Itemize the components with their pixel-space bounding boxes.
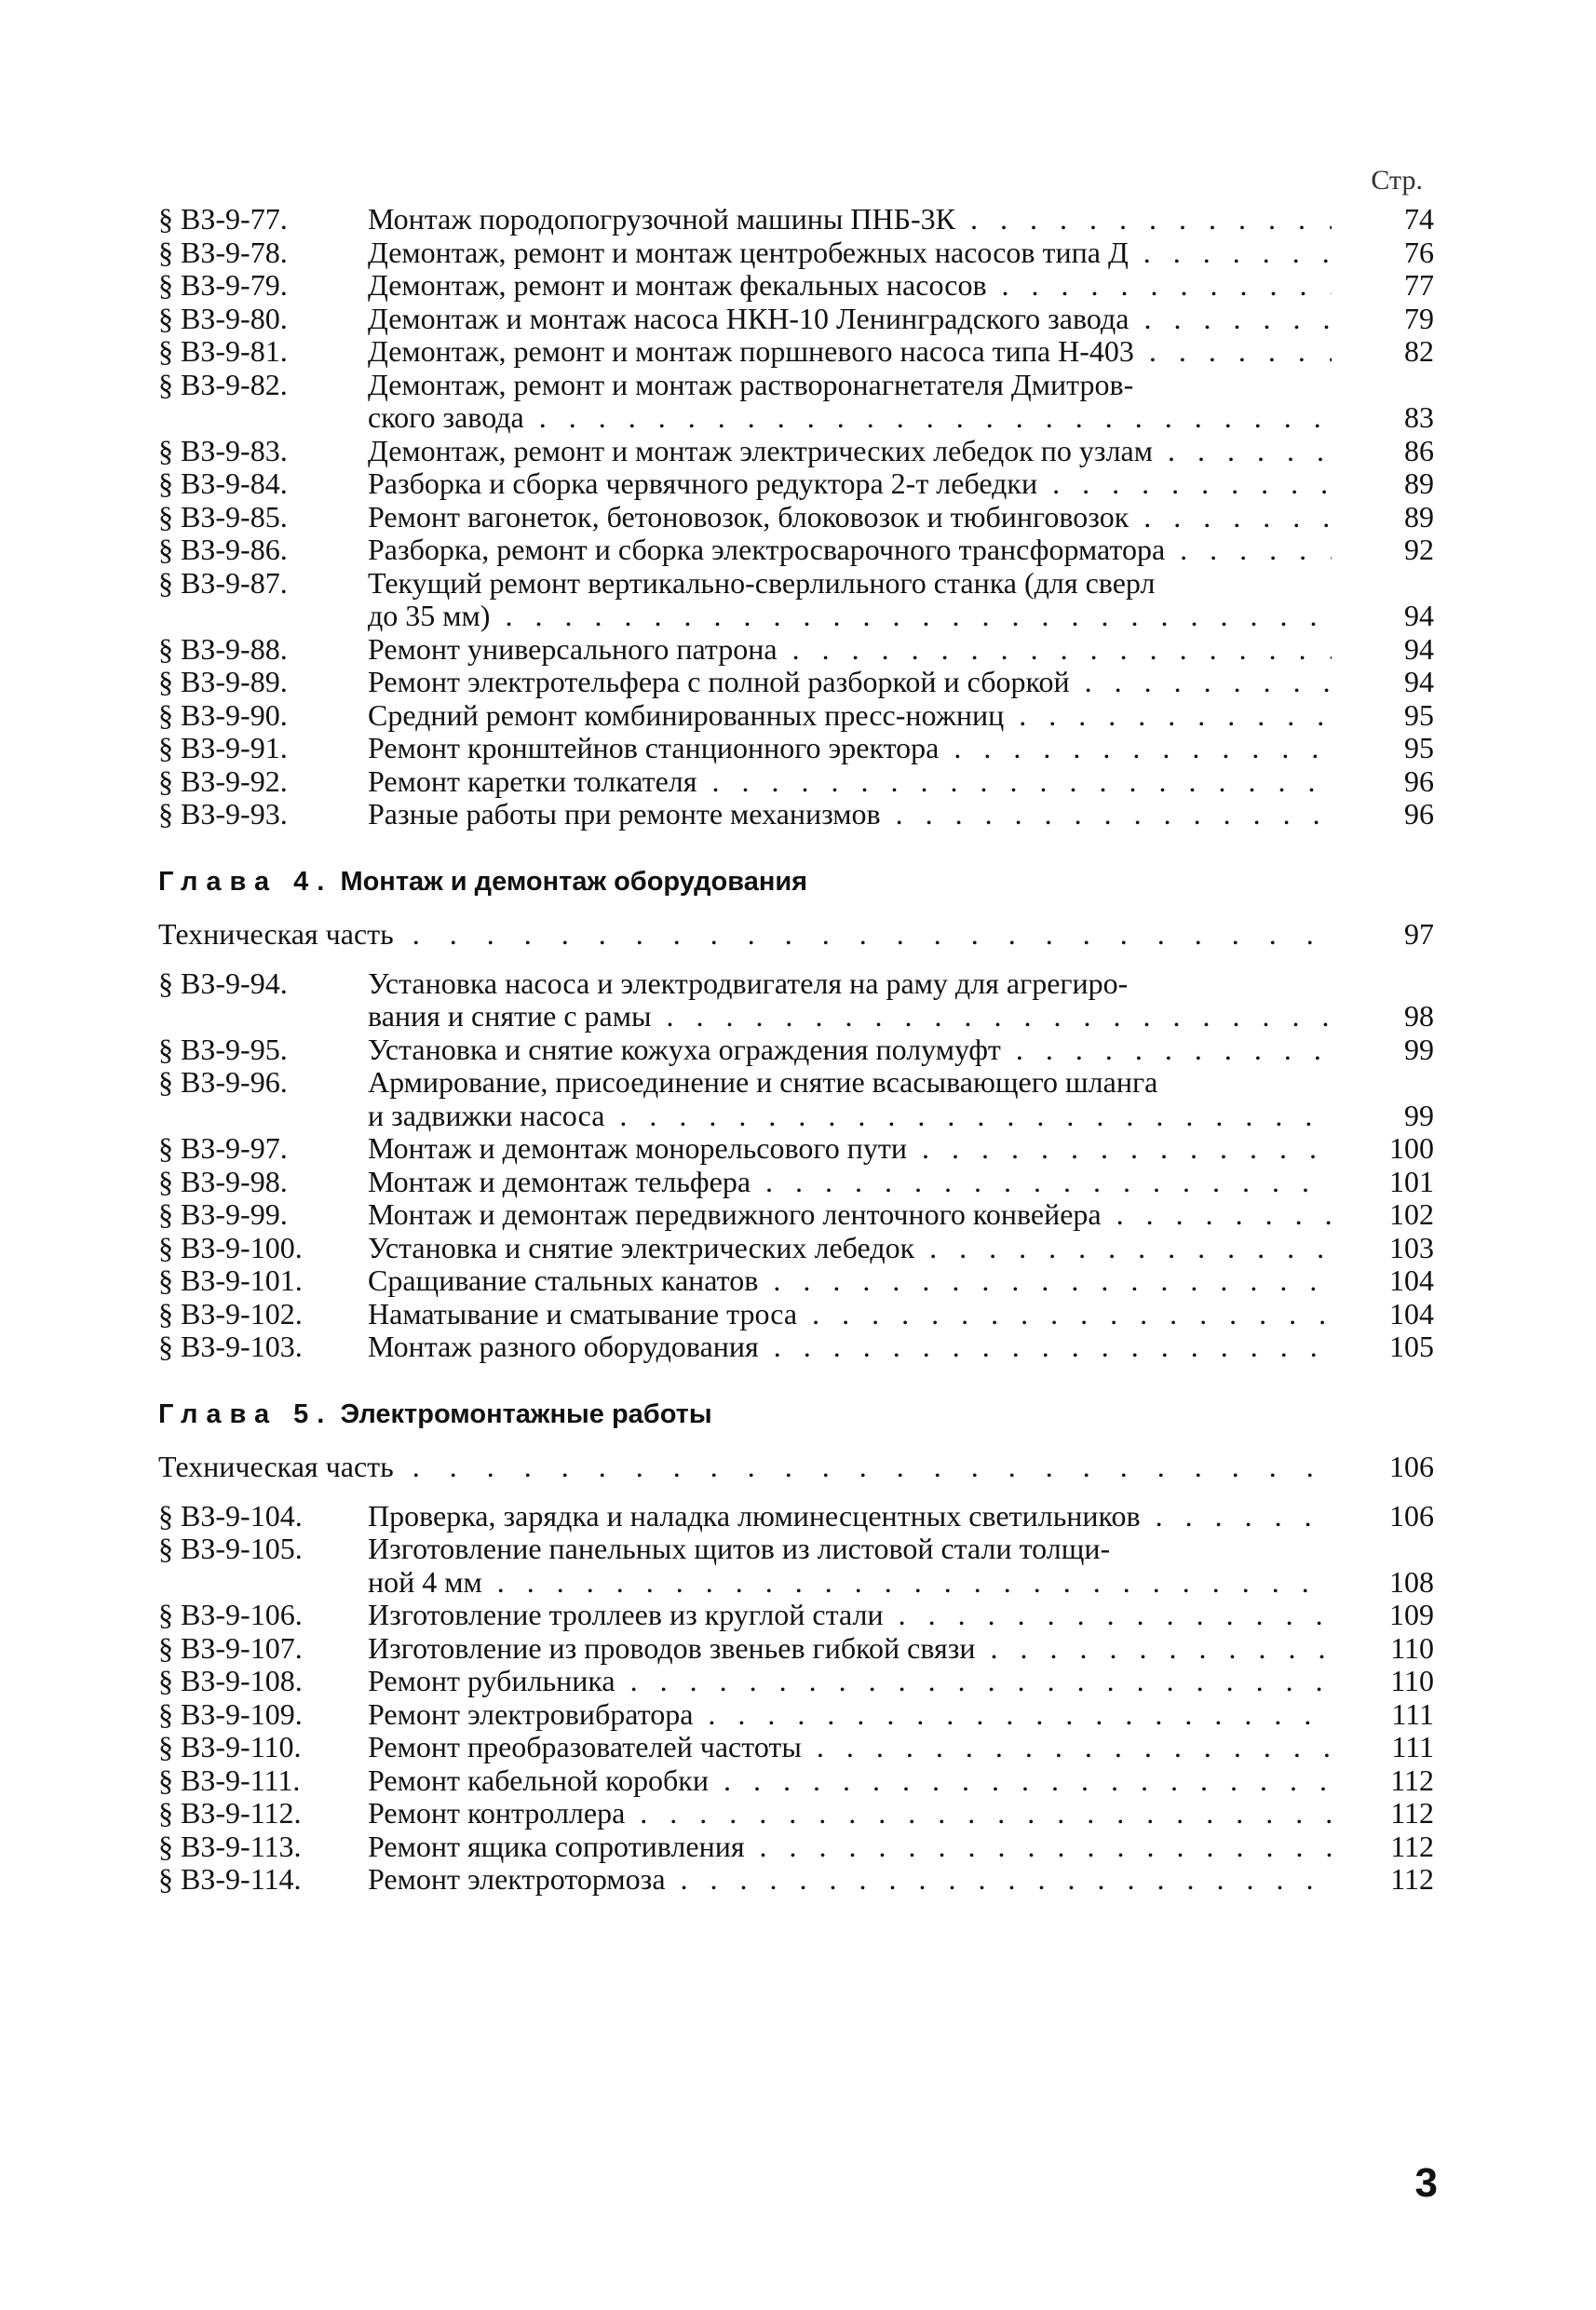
toc-entry — [158, 1500, 1434, 1533]
toc-entry — [158, 369, 1434, 435]
entry-page-number: 94 — [1404, 665, 1434, 698]
toc-entry — [158, 1665, 1434, 1698]
entry-title — [368, 1599, 1332, 1632]
entry-title — [368, 369, 1332, 435]
section-number: § ВЗ-9-91. — [158, 731, 288, 764]
section-number: § ВЗ-9-95. — [158, 1032, 288, 1066]
entry-title-line: Монтаж разного оборудования . . . — [368, 1331, 1332, 1364]
entry-title-line: Демонтаж, ремонт и монтаж поршневого насоса типа Н-403 . . . — [368, 335, 1332, 369]
entry-title-line: Ремонт рубильника . . . — [368, 1665, 1332, 1698]
toc-entry — [158, 1264, 1434, 1298]
entry-title-line: Установка и снятие кожуха ограждения полумуфт . . . — [368, 1033, 1332, 1067]
entry-title — [368, 1797, 1332, 1830]
entry-title — [368, 1132, 1332, 1166]
entry-title-line: Ремонт каретки толкателя . . . — [368, 765, 1332, 799]
entry-page-number: 77 — [1404, 268, 1434, 302]
section-number: § ВЗ-9-105. — [158, 1532, 303, 1565]
entry-title — [368, 236, 1332, 270]
entry-title-line: и задвижки насоса . . . — [368, 1100, 1332, 1133]
entry-title-line: Ремонт кронштейнов станционного эректора . . . — [368, 732, 1332, 765]
section-number: § ВЗ-9-81. — [158, 334, 288, 368]
section-number: § ВЗ-9-94. — [158, 966, 288, 1000]
toc-entry — [158, 236, 1434, 270]
entry-page-number: 108 — [1389, 1564, 1434, 1599]
toc-entry — [158, 1033, 1434, 1067]
entry-title-line: Демонтаж и монтаж насоса НКН-10 Ленинградского завода . . . — [368, 303, 1332, 336]
toc-entry — [158, 335, 1434, 369]
technical-part-page: 97 — [1404, 916, 1434, 951]
section-number: § ВЗ-9-82. — [158, 367, 288, 401]
entry-title — [368, 1500, 1332, 1533]
entry-title — [368, 1731, 1332, 1764]
entry-page-number: 79 — [1404, 301, 1434, 335]
entry-title — [368, 765, 1332, 799]
section-number: § ВЗ-9-98. — [158, 1164, 288, 1198]
entry-page-number: 112 — [1390, 1796, 1434, 1830]
entry-title — [368, 1632, 1332, 1666]
toc-entry — [158, 765, 1434, 799]
entry-title — [368, 1830, 1332, 1864]
entry-title-line: Текущий ремонт вертикально-сверлильного станка (для сверл — [368, 566, 1156, 600]
chapter-4-label: Глава 4. — [158, 866, 333, 897]
toc-entry — [158, 666, 1434, 699]
chapter-5-label: Глава 5. — [158, 1398, 333, 1429]
entry-page-number: 112 — [1390, 1763, 1434, 1797]
section-number: § ВЗ-9-84. — [158, 466, 288, 500]
entry-page-number: 74 — [1404, 202, 1434, 236]
page-number: 3 — [1414, 2160, 1438, 2206]
entry-title — [368, 269, 1332, 303]
chapter-4-title: Монтаж и демонтаж оборудования — [340, 866, 808, 897]
technical-part-page: 106 — [1389, 1449, 1434, 1483]
toc-entry — [158, 1132, 1434, 1166]
chapter-5-heading — [158, 1398, 1434, 1431]
entry-title — [368, 666, 1332, 699]
entry-page-number: 102 — [1389, 1197, 1434, 1231]
entry-title — [368, 467, 1332, 501]
entry-page-number: 86 — [1404, 433, 1434, 467]
entry-title — [368, 1665, 1332, 1698]
toc-entry — [158, 1166, 1434, 1199]
entry-title-line: Ремонт контроллера . . . — [368, 1797, 1332, 1830]
toc-entry — [158, 467, 1434, 501]
entry-title-line: Монтаж и демонтаж передвижного ленточного конвейера . . . — [368, 1198, 1332, 1232]
entry-page-number: 83 — [1404, 400, 1434, 434]
entry-title-line: Демонтаж, ремонт и монтаж электрических лебедок по узлам . . . — [368, 435, 1332, 468]
section-number: § ВЗ-9-104. — [158, 1498, 303, 1533]
entry-title-line: Наматывание и сматывание троса . . . — [368, 1298, 1332, 1331]
section-number: § ВЗ-9-88. — [158, 631, 288, 666]
entry-title-line: Демонтаж, ремонт и монтаж растворонагнетателя Дмитров- — [368, 368, 1134, 401]
entry-title — [368, 1298, 1332, 1331]
entry-title — [368, 435, 1332, 468]
section-number: § ВЗ-9-78. — [158, 235, 288, 269]
entry-title — [368, 633, 1332, 667]
toc-group-chapter5 — [158, 1500, 1434, 1897]
entry-title — [368, 1166, 1332, 1199]
chapter-4-technical-part — [158, 917, 1434, 951]
entry-title-line: Средний ремонт комбинированных пресс-ножниц . . . — [368, 699, 1332, 733]
section-number: § ВЗ-9-109. — [158, 1696, 303, 1731]
entry-page-number: 112 — [1390, 1862, 1434, 1896]
entry-page-number: 96 — [1404, 763, 1434, 798]
toc-entry — [158, 732, 1434, 765]
section-number: § ВЗ-9-96. — [158, 1065, 288, 1099]
chapter-5-title: Электромонтажные работы — [340, 1398, 712, 1429]
entry-title-line: Разные работы при ремонте механизмов . . . — [368, 798, 1332, 831]
section-number: § ВЗ-9-80. — [158, 301, 288, 335]
entry-page-number: 99 — [1404, 1098, 1434, 1132]
page-column-header: Стр. — [1371, 165, 1423, 196]
entry-page-number: 106 — [1389, 1498, 1434, 1533]
entry-page-number: 94 — [1404, 631, 1434, 666]
section-number: § ВЗ-9-113. — [158, 1829, 302, 1863]
section-number: § ВЗ-9-107. — [158, 1630, 303, 1665]
entry-title — [368, 501, 1332, 534]
entry-title-line: Ремонт ящика сопротивления . . . — [368, 1830, 1332, 1864]
entry-title-line: до 35 мм) . . . — [368, 600, 1332, 633]
toc-group-chapter3 — [158, 203, 1434, 831]
entry-title — [368, 303, 1332, 336]
entry-page-number: 99 — [1404, 1032, 1434, 1066]
entry-title-line: Ремонт электротельфера с полной разборкой и сборкой . . . — [368, 666, 1332, 699]
entry-title-line: Армирование, присоединение и снятие всасывающего шланга — [368, 1066, 1158, 1099]
chapter-5-technical-part — [158, 1450, 1434, 1483]
toc-entry — [158, 203, 1434, 236]
entry-title — [368, 1232, 1332, 1265]
entry-title-line: ной 4 мм . . . — [368, 1566, 1332, 1600]
section-number: § ВЗ-9-111. — [158, 1763, 301, 1797]
entry-title-line: Ремонт вагонеток, бетоновозок, блоковозок и тюбинговозок . . . — [368, 501, 1332, 534]
entry-title — [368, 1033, 1332, 1067]
entry-title — [368, 1264, 1332, 1298]
toc-entry — [158, 967, 1434, 1033]
entry-page-number: 105 — [1389, 1330, 1434, 1363]
section-number: § ВЗ-9-97. — [158, 1131, 288, 1165]
toc-entry — [158, 435, 1434, 468]
section-number: § ВЗ-9-102. — [158, 1296, 303, 1331]
entry-page-number: 110 — [1390, 1630, 1434, 1665]
section-number: § ВЗ-9-89. — [158, 665, 288, 698]
section-number: § ВЗ-9-103. — [158, 1330, 303, 1363]
toc-page — [158, 158, 1434, 1897]
entry-title-line: Монтаж и демонтаж тельфера . . . — [368, 1166, 1332, 1199]
entry-title-line: Ремонт электровибратора . . . — [368, 1698, 1332, 1732]
entry-title — [368, 1533, 1332, 1599]
entry-title-line: Изготовление панельных щитов из листовой стали толщи- — [368, 1533, 1111, 1565]
entry-title-line: Разборка и сборка червячного редуктора 2-т лебедки . . . — [368, 467, 1332, 501]
entry-page-number: 103 — [1389, 1230, 1434, 1264]
entry-title-line: Монтаж и демонтаж монорельсового пути . . . — [368, 1132, 1332, 1166]
section-number: § ВЗ-9-85. — [158, 499, 288, 534]
section-number: § ВЗ-9-90. — [158, 697, 288, 732]
section-number: § ВЗ-9-92. — [158, 763, 288, 798]
section-number: § ВЗ-9-106. — [158, 1598, 303, 1631]
toc-entry — [158, 1066, 1434, 1132]
entry-title — [368, 732, 1332, 765]
entry-title-line: Демонтаж, ремонт и монтаж фекальных насосов . . . — [368, 269, 1332, 303]
technical-part-title: Техническая часть . . . — [158, 1450, 1332, 1483]
toc-entry — [158, 1599, 1434, 1632]
entry-title — [368, 967, 1332, 1033]
entry-title-line: Ремонт электротормоза . . . — [368, 1863, 1332, 1897]
entry-title-line: Проверка, зарядка и наладка люминесцентных светильников . . . — [368, 1500, 1332, 1533]
section-number: § ВЗ-9-100. — [158, 1230, 303, 1264]
entry-page-number: 104 — [1389, 1296, 1434, 1331]
entry-page-number: 82 — [1404, 334, 1434, 368]
entry-title — [368, 1198, 1332, 1232]
entry-title-line: Установка и снятие электрических лебедок . . . — [368, 1232, 1332, 1265]
toc-entry — [158, 1198, 1434, 1232]
toc-entry — [158, 1232, 1434, 1265]
toc-entry — [158, 269, 1434, 303]
entry-page-number: 92 — [1404, 533, 1434, 566]
entry-title-line: Установка насоса и электродвигателя на раму для агрегиро- — [368, 966, 1129, 1000]
entry-page-number: 100 — [1389, 1131, 1434, 1165]
entry-title — [368, 1066, 1332, 1132]
entry-page-number: 95 — [1404, 731, 1434, 764]
toc-entry — [158, 1731, 1434, 1764]
entry-title-line: Сращивание стальных канатов . . . — [368, 1264, 1332, 1298]
entry-title-line: Ремонт кабельной коробки . . . — [368, 1764, 1332, 1798]
toc-entry — [158, 1331, 1434, 1364]
entry-title-line: Разборка, ремонт и сборка электросварочного трансформатора . . . — [368, 534, 1332, 567]
entry-page-number: 111 — [1391, 1696, 1434, 1731]
entry-page-number: 94 — [1404, 599, 1434, 632]
entry-page-number: 76 — [1404, 235, 1434, 269]
toc-entry — [158, 1698, 1434, 1732]
entry-title — [368, 534, 1332, 567]
section-number: § ВЗ-9-101. — [158, 1263, 303, 1297]
toc-entry — [158, 303, 1434, 336]
section-number: § ВЗ-9-110. — [158, 1730, 302, 1763]
toc-entry — [158, 534, 1434, 567]
entry-page-number: 96 — [1404, 797, 1434, 831]
toc-entry — [158, 633, 1434, 667]
technical-part-title: Техническая часть . . . — [158, 917, 1332, 951]
toc-entry — [158, 1863, 1434, 1897]
entry-title-line: вания и снятие с рамы . . . — [368, 1000, 1332, 1033]
section-number: § ВЗ-9-79. — [158, 268, 288, 302]
entry-page-number: 111 — [1391, 1730, 1434, 1763]
toc-entry — [158, 1797, 1434, 1830]
entry-page-number: 112 — [1390, 1829, 1434, 1863]
entry-title-line: ского завода . . . — [368, 401, 1332, 435]
entry-title — [368, 203, 1332, 236]
entry-title — [368, 1764, 1332, 1798]
toc-entry — [158, 1764, 1434, 1798]
entry-title-line: Изготовление из проводов звеньев гибкой связи . . . — [368, 1632, 1332, 1666]
entry-title — [368, 1331, 1332, 1364]
toc-entry — [158, 1632, 1434, 1666]
entry-page-number: 104 — [1389, 1263, 1434, 1297]
entry-page-number: 110 — [1390, 1664, 1434, 1697]
entry-title-line: Изготовление троллеев из круглой стали . . . — [368, 1599, 1332, 1632]
toc-entry — [158, 501, 1434, 534]
entry-page-number: 98 — [1404, 999, 1434, 1033]
entry-title-line: Демонтаж, ремонт и монтаж центробежных насосов типа Д . . . — [368, 236, 1332, 270]
entry-page-number: 89 — [1404, 499, 1434, 534]
entry-page-number: 95 — [1404, 697, 1434, 732]
entry-title-line: Монтаж породопогрузочной машины ПНБ-3К . . . — [368, 203, 1332, 236]
chapter-4-heading — [158, 865, 1434, 898]
entry-title — [368, 798, 1332, 831]
entry-page-number: 89 — [1404, 466, 1434, 500]
toc-entry — [158, 1298, 1434, 1331]
section-number: § ВЗ-9-108. — [158, 1664, 303, 1697]
section-number: § ВЗ-9-86. — [158, 533, 288, 566]
toc-entry — [158, 798, 1434, 831]
toc-entry — [158, 1830, 1434, 1864]
entry-title — [368, 1698, 1332, 1732]
toc-entry — [158, 1533, 1434, 1599]
section-number: § ВЗ-9-87. — [158, 565, 288, 600]
entry-title — [368, 1863, 1332, 1897]
section-number: § ВЗ-9-77. — [158, 202, 288, 236]
entry-page-number: 101 — [1389, 1164, 1434, 1198]
toc-entry — [158, 699, 1434, 733]
section-number: § ВЗ-9-112. — [158, 1796, 302, 1830]
section-number: § ВЗ-9-114. — [158, 1862, 302, 1896]
entry-title — [368, 335, 1332, 369]
toc-group-chapter4 — [158, 967, 1434, 1364]
section-number: § ВЗ-9-99. — [158, 1197, 288, 1231]
entry-title-line: Ремонт универсального патрона . . . — [368, 633, 1332, 667]
entry-title — [368, 567, 1332, 633]
section-number: § ВЗ-9-83. — [158, 433, 288, 467]
entry-title-line: Ремонт преобразователей частоты . . . — [368, 1731, 1332, 1764]
toc-entry — [158, 567, 1434, 633]
section-number: § ВЗ-9-93. — [158, 797, 288, 831]
entry-page-number: 109 — [1389, 1598, 1434, 1631]
entry-title — [368, 699, 1332, 733]
